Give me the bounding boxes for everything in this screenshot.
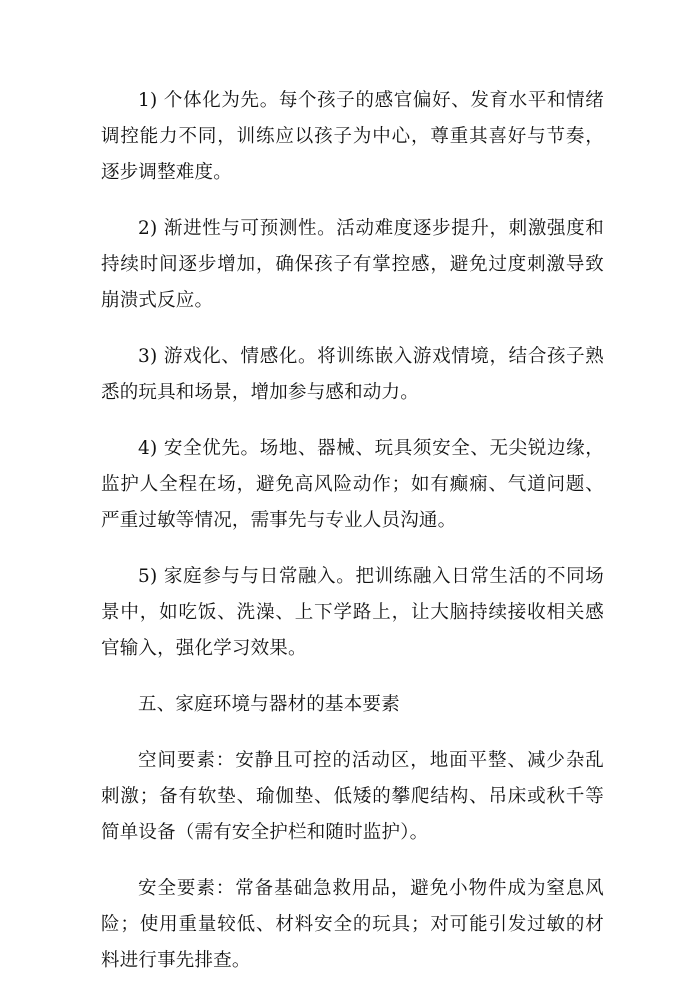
space-elements-paragraph: 空间要素：安静且可控的活动区，地面平整、减少杂乱刺激；备有软垫、瑜伽垫、低矮的攀爬结构、吊床或秋千等简单设备（需有安全护栏和随时监护）。 — [101, 750, 604, 843]
section-heading: 五、家庭环境与器材的基本要素 — [138, 694, 400, 715]
principle-paragraph-5: 5) 家庭参与与日常融入。把训练融入日常生活的不同场景中，如吃饭、洗澡、上下学路上，让大脑持续接收相关感官输入，强化学习效果。 — [101, 566, 604, 659]
principle-paragraph-1: 1) 个体化为先。每个孩子的感官偏好、发育水平和情绪调控能力不同，训练应以孩子为中心，尊重其喜好与节奏，逐步调整难度。 — [101, 90, 604, 183]
principle-paragraph-3: 3) 游戏化、情感化。将训练嵌入游戏情境，结合孩子熟悉的玩具和场景，增加参与感和动力。 — [101, 346, 604, 403]
principle-paragraph-2: 2) 渐进性与可预测性。活动难度逐步提升，刺激强度和持续时间逐步增加，确保孩子有掌控感，避免过度刺激导致崩溃式反应。 — [101, 218, 604, 311]
principle-paragraph-4: 4) 安全优先。场地、器械、玩具须安全、无尖锐边缘，监护人全程在场，避免高风险动作；如有癫痫、气道问题、严重过敏等情况，需事先与专业人员沟通。 — [101, 438, 604, 531]
safety-elements-paragraph: 安全要素：常备基础急救用品，避免小物件成为窒息风险；使用重量较低、材料安全的玩具；对可能引发过敏的材料进行事先排查。 — [101, 878, 604, 971]
